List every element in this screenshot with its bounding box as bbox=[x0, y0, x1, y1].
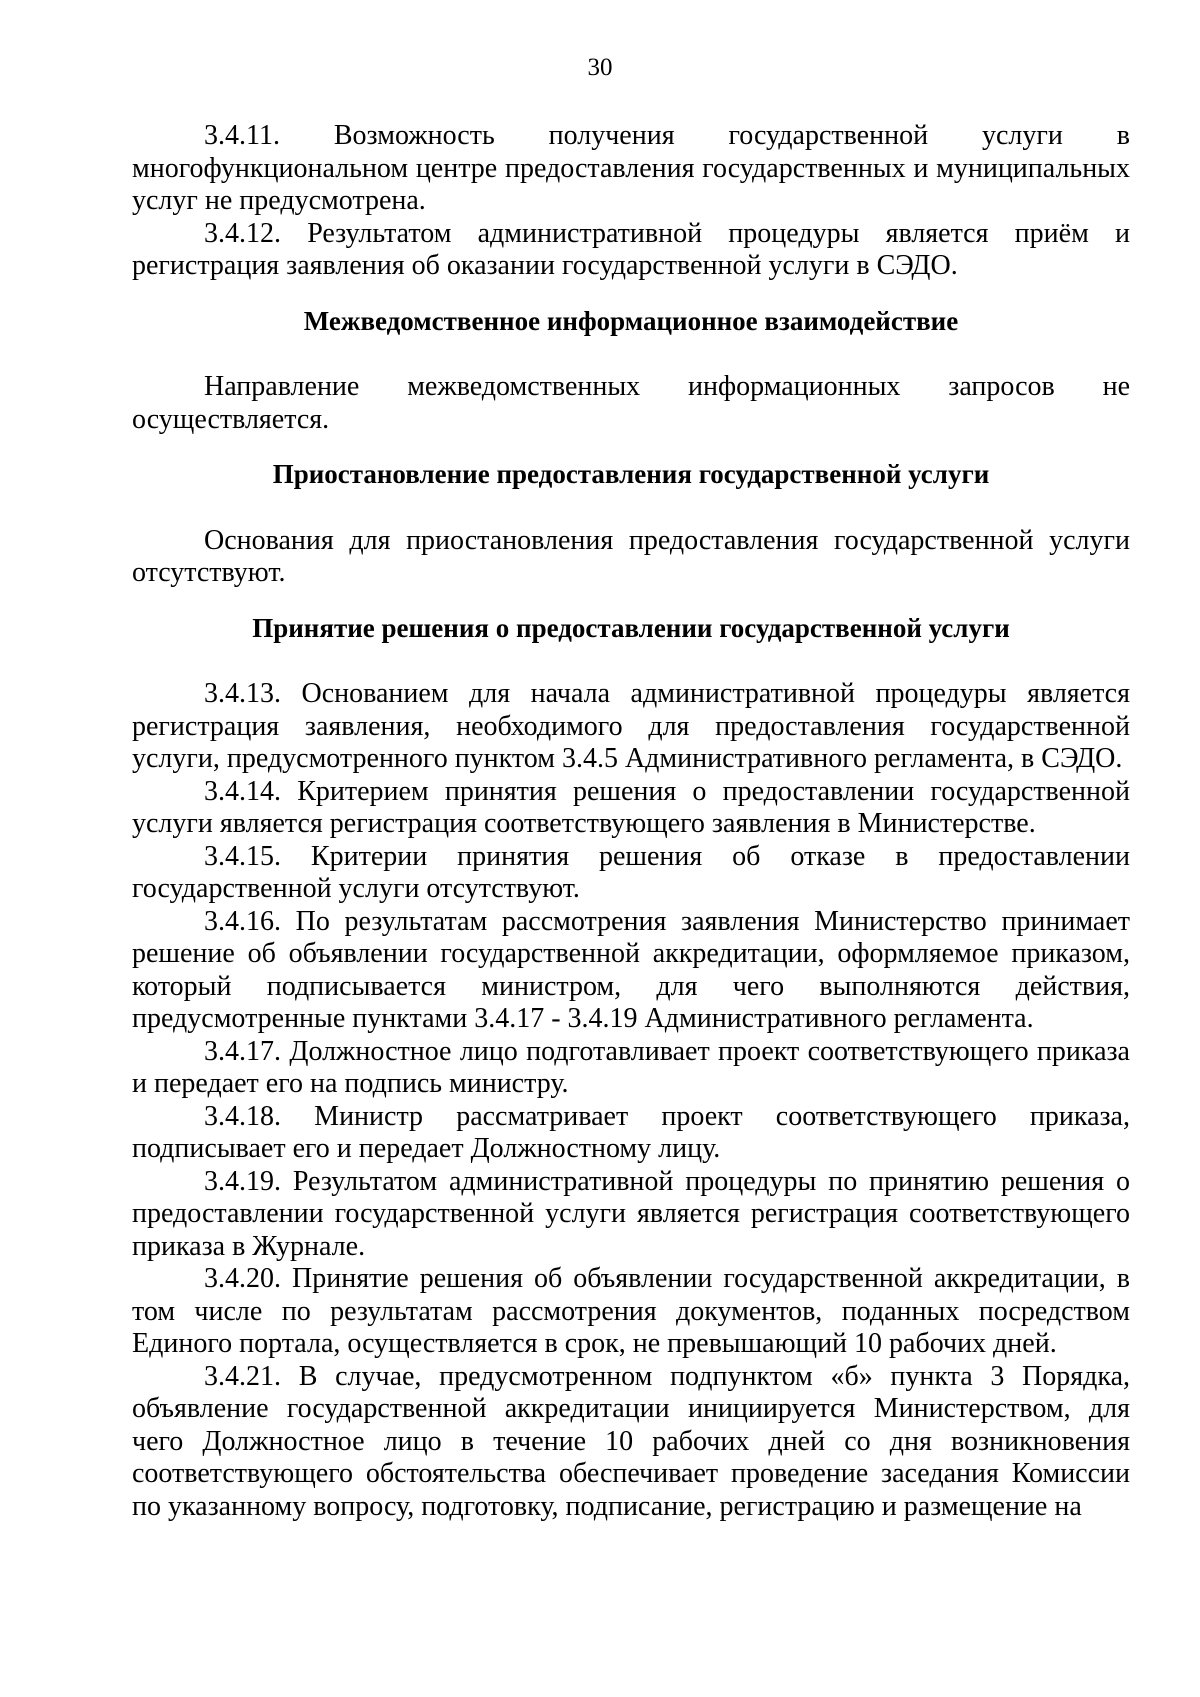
paragraph-interagency: Направление межведомственных информационных запросов не осуществляется. bbox=[132, 371, 1130, 435]
paragraph-3-4-17: 3.4.17. Должностное лицо подготавливает проект соответствующего приказа и передает его на подпись министру. bbox=[132, 1035, 1130, 1099]
paragraph-3-4-12: 3.4.12. Результатом административной процедуры является приём и регистрация заявления об оказании государственной услуги в СЭДО. bbox=[132, 217, 1130, 281]
paragraph-3-4-21: 3.4.21. В случае, предусмотренном подпунктом «б» пункта 3 Порядка, объявление государственной аккредитации инициируется Министерством, для чего Должностное лицо в течение 10 рабочих дней со дня возникновения соответствующего обстоятельства обеспечивает проведение заседания Комиссии по указанному вопросу, подготовку, подписание, регистрацию и размещение на bbox=[132, 1360, 1130, 1522]
page-number: 30 bbox=[587, 54, 613, 81]
paragraph-3-4-11: 3.4.11. Возможность получения государственной услуги в многофункциональном центре предоставления государственных и муниципальных услуг не предусмотрена. bbox=[132, 120, 1130, 216]
paragraph-suspension: Основания для приостановления предоставления государственной услуги отсутствуют. bbox=[132, 524, 1130, 588]
paragraph-3-4-15: 3.4.15. Критерии принятия решения об отказе в предоставлении государственной услуги отсутствуют. bbox=[132, 840, 1130, 904]
section-heading-decision: Принятие решения о предоставлении государственной услуги bbox=[252, 612, 1010, 643]
paragraph-3-4-19: 3.4.19. Результатом административной процедуры по принятию решения о предоставлении государственной услуги является регистрация соответствующего приказа в Журнале. bbox=[132, 1165, 1130, 1262]
paragraph-3-4-14: 3.4.14. Критерием принятия решения о предоставлении государственной услуги является регистрация соответствующего заявления в Министерстве. bbox=[132, 775, 1130, 839]
document-body bbox=[132, 120, 1130, 1523]
paragraph-3-4-16: 3.4.16. По результатам рассмотрения заявления Министерство принимает решение об объявлении государственной аккредитации, оформляемое приказом, который подписывается министром, для чего выполняются действия, предусмотренные пунктами 3.4.17 - 3.4.19 Административного регламента. bbox=[132, 905, 1130, 1034]
paragraph-3-4-18: 3.4.18. Министр рассматривает проект соответствующего приказа, подписывает его и передает Должностному лицу. bbox=[132, 1100, 1130, 1164]
section-heading-interagency: Межведомственное информационное взаимодействие bbox=[303, 305, 959, 336]
paragraph-3-4-13: 3.4.13. Основанием для начала административной процедуры является регистрация заявления, необходимого для предоставления государственной услуги, предусмотренного пунктом 3.4.5 Административного регламента, в СЭДО. bbox=[132, 678, 1130, 774]
paragraph-3-4-20: 3.4.20. Принятие решения об объявлении государственной аккредитации, в том числе по результатам рассмотрения документов, поданных посредством Единого портала, осуществляется в срок, не превышающий 10 рабочих дней. bbox=[132, 1263, 1130, 1359]
section-heading-suspension: Приостановление предоставления государственной услуги bbox=[272, 459, 990, 489]
